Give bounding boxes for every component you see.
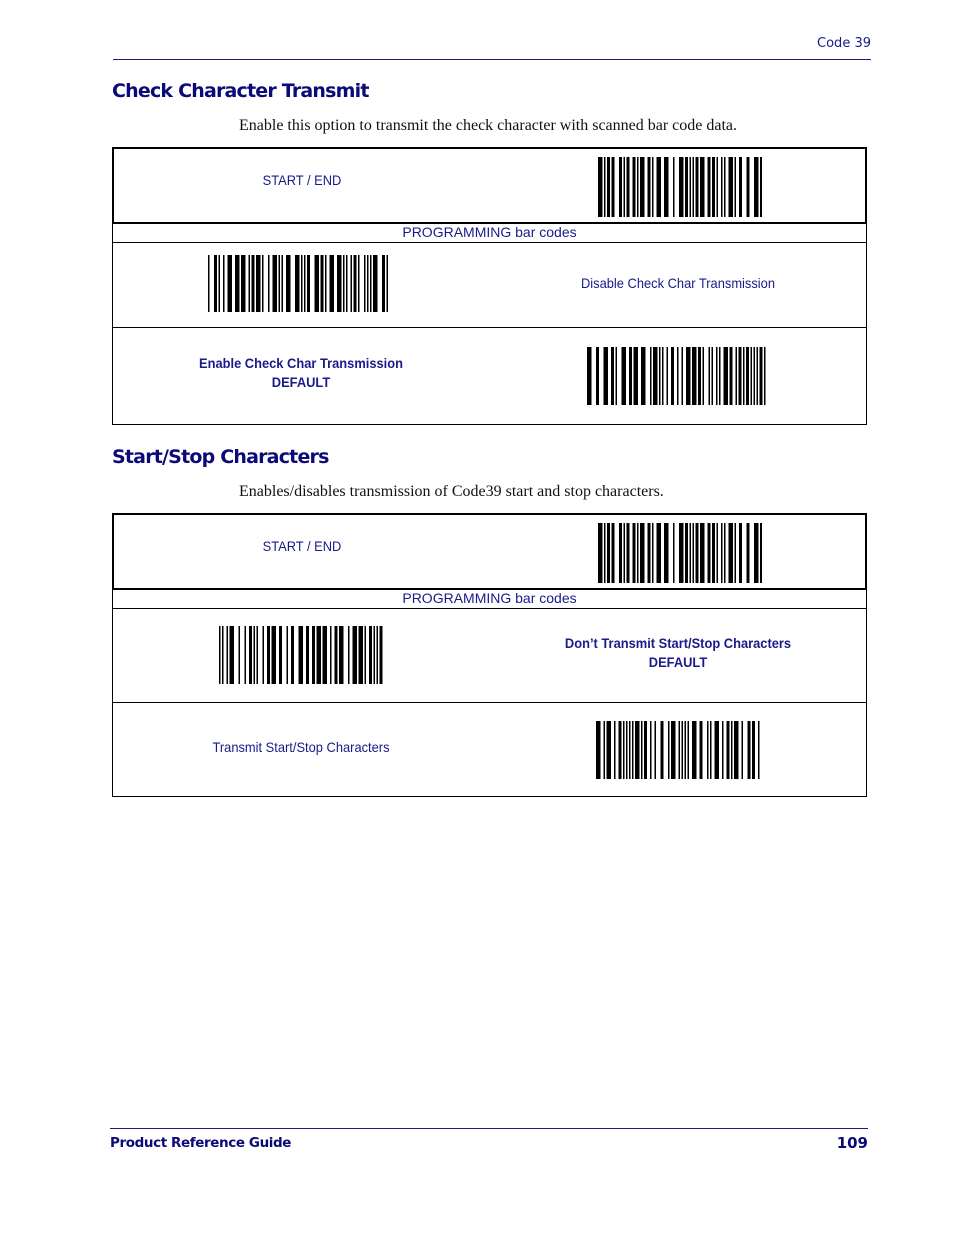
barcode-bar (657, 523, 662, 583)
barcode-bar (688, 721, 690, 779)
barcode-bar (633, 523, 636, 583)
option-row-disable-check-char (112, 243, 867, 328)
barcode-bar (223, 255, 225, 312)
barcode-bar (685, 523, 688, 583)
barcode-bar (619, 523, 622, 583)
barcode-bar (346, 255, 348, 312)
barcode-bar (607, 157, 610, 217)
barcode-bar (629, 347, 632, 405)
barcode-bar (727, 721, 730, 779)
transmit-start-stop-barcode[interactable] (596, 721, 760, 779)
barcode-bar (317, 626, 322, 684)
barcode-bar (729, 157, 734, 217)
barcode-bar (369, 626, 372, 684)
barcode-bar (611, 347, 614, 405)
barcode-bar (664, 157, 669, 217)
barcode-bar (273, 255, 278, 312)
barcode-bar (692, 721, 697, 779)
barcode-bar (760, 523, 762, 583)
barcode-bar (707, 721, 709, 779)
barcode-table-check-character (112, 147, 867, 425)
option-row-dont-transmit-start-stop (112, 608, 867, 703)
barcode-bar (263, 626, 265, 684)
barcode-bar (644, 721, 647, 779)
barcode-bar (724, 157, 726, 217)
section-description-check-character: Enable this option to transmit the check character with scanned bar code data. (239, 117, 738, 134)
barcode-bar (587, 347, 592, 405)
barcode-bar (377, 626, 379, 684)
barcode-bar (254, 626, 256, 684)
start-end-box (112, 513, 867, 590)
barcode-bar (619, 157, 622, 217)
barcode-bar (282, 255, 284, 312)
barcode-bar (604, 347, 609, 405)
barcode-bar (648, 523, 651, 583)
barcode-bar (616, 347, 618, 405)
barcode-bar (667, 347, 669, 405)
section-title-check-character: Check Character Transmit (112, 80, 369, 102)
footer-guide-title: Product Reference Guide (110, 1135, 292, 1151)
page-number: 109 (836, 1134, 868, 1152)
barcode-bar (690, 523, 692, 583)
barcode-bar (648, 157, 651, 217)
barcode-bar (696, 523, 699, 583)
barcode-bar (710, 721, 712, 779)
barcode-bar (754, 157, 759, 217)
barcode-bar (598, 157, 603, 217)
barcode-bar (664, 523, 669, 583)
barcode-bar (330, 626, 332, 684)
barcode-bar (729, 523, 734, 583)
barcode-bar (712, 523, 715, 583)
barcode-bar (607, 721, 612, 779)
running-header-section: Code 39 (817, 36, 871, 51)
barcode-bar (337, 255, 342, 312)
barcode-bar (267, 626, 270, 684)
barcode-bar (348, 626, 350, 684)
barcode-bar (299, 626, 304, 684)
barcode-bar (754, 523, 759, 583)
barcode-bar (640, 157, 645, 217)
barcode-bar (709, 347, 711, 405)
barcode-bar (272, 626, 277, 684)
barcode-bar (652, 523, 654, 583)
barcode-bar (622, 347, 627, 405)
barcode-bar (286, 255, 291, 312)
barcode-bar (353, 626, 358, 684)
barcode-bar (257, 626, 259, 684)
barcode-bar (652, 157, 654, 217)
barcode-bar (708, 157, 711, 217)
header-rule (113, 59, 871, 60)
barcode-bar (671, 721, 676, 779)
barcode-bar (655, 721, 657, 779)
barcode-bar (712, 347, 714, 405)
barcode-bar (627, 157, 630, 217)
barcode-bar (764, 347, 766, 405)
barcode-bar (214, 255, 217, 312)
start-end-barcode[interactable] (598, 157, 762, 217)
barcode-bar (596, 347, 599, 405)
barcode-bar (661, 721, 664, 779)
barcode-bar (343, 255, 345, 312)
barcode-bar (241, 255, 246, 312)
barcode-bar (693, 157, 695, 217)
barcode-bar (758, 721, 760, 779)
barcode-bar (692, 347, 697, 405)
barcode-bar (239, 626, 241, 684)
barcode-bar (619, 721, 622, 779)
barcode-bar (746, 347, 749, 405)
barcode-bar (614, 721, 616, 779)
barcode-bar (315, 255, 320, 312)
barcode-bar (696, 157, 699, 217)
barcode-bar (693, 523, 695, 583)
barcode-bar (748, 721, 751, 779)
barcode-bar (731, 721, 733, 779)
barcode-bar (228, 255, 233, 312)
barcode-bar (382, 255, 385, 312)
barcode-bar (219, 626, 221, 684)
barcode-bar (262, 255, 264, 312)
barcode-bar (685, 721, 687, 779)
disable-check-char-label: Disable Check Char Transmission (580, 275, 775, 291)
enable-check-char-barcode[interactable] (587, 347, 767, 405)
barcode-bar (596, 721, 601, 779)
barcode-bar (632, 721, 634, 779)
barcode-bar (739, 347, 742, 405)
barcode-bar (312, 626, 315, 684)
barcode-bar (245, 626, 247, 684)
barcode-bar (685, 157, 688, 217)
barcode-bar (679, 721, 681, 779)
barcode-bar (743, 347, 745, 405)
barcode-bar (387, 255, 389, 312)
barcode-bar (690, 157, 692, 217)
disable-check-char-barcode[interactable] (208, 255, 388, 312)
barcode-bar (700, 523, 705, 583)
default-badge: DEFAULT (648, 654, 708, 670)
barcode-bar (604, 721, 606, 779)
barcode-bar (760, 157, 762, 217)
enable-check-char-label: Enable Check Char Transmission (198, 355, 404, 371)
barcode-bar (641, 721, 643, 779)
barcode-bar (230, 626, 235, 684)
barcode-bar (650, 721, 652, 779)
barcode-bar (730, 347, 733, 405)
barcode-bar (604, 523, 606, 583)
barcode-bar (295, 255, 300, 312)
dont-transmit-start-stop-barcode[interactable] (219, 626, 384, 684)
barcode-bar (235, 255, 240, 312)
barcode-bar (624, 523, 626, 583)
barcode-bar (754, 347, 756, 405)
barcode-bar (673, 157, 675, 217)
footer-rule (110, 1128, 868, 1129)
barcode-bar (717, 157, 719, 217)
barcode-bar (306, 626, 309, 684)
barcode-bar (739, 523, 742, 583)
barcode-bar (359, 626, 364, 684)
barcode-bar (598, 523, 603, 583)
barcode-bar (722, 721, 724, 779)
barcode-bar (734, 721, 739, 779)
barcode-bar (365, 626, 367, 684)
barcode-bar (321, 255, 324, 312)
barcode-bar (325, 255, 327, 312)
barcode-bar (700, 157, 705, 217)
barcode-bar (287, 626, 289, 684)
barcode-bar (268, 255, 270, 312)
barcode-bar (335, 626, 338, 684)
barcode-bar (373, 255, 378, 312)
barcode-bar (662, 347, 664, 405)
programming-label: PROGRAMMING bar codes (112, 224, 867, 243)
start-end-barcode[interactable] (598, 523, 762, 583)
barcode-bar (227, 626, 229, 684)
barcode-bar (742, 721, 744, 779)
barcode-table-start-stop (112, 513, 867, 797)
barcode-bar (724, 523, 726, 583)
barcode-bar (679, 523, 684, 583)
barcode-bar (739, 157, 742, 217)
default-badge: DEFAULT (271, 374, 331, 390)
barcode-bar (715, 721, 720, 779)
programming-label: PROGRAMMING bar codes (112, 590, 867, 609)
barcode-bar (717, 523, 719, 583)
barcode-bar (735, 157, 737, 217)
barcode-bar (634, 347, 639, 405)
barcode-bar (677, 347, 679, 405)
barcode-bar (626, 721, 628, 779)
barcode-bar (249, 626, 252, 684)
dont-transmit-start-stop-label: Don’t Transmit Start/Stop Characters (564, 635, 792, 651)
barcode-bar (629, 721, 631, 779)
barcode-bar (367, 255, 369, 312)
barcode-bar (747, 157, 750, 217)
barcode-bar (668, 721, 670, 779)
start-end-label: START / END (262, 172, 342, 188)
barcode-bar (703, 347, 705, 405)
barcode-bar (323, 626, 328, 684)
barcode-bar (752, 721, 755, 779)
barcode-bar (208, 255, 210, 312)
barcode-bar (633, 157, 636, 217)
barcode-bar (252, 255, 255, 312)
barcode-bar (700, 721, 703, 779)
barcode-bar (637, 157, 639, 217)
barcode-bar (291, 626, 294, 684)
barcode-bar (249, 255, 251, 312)
barcode-bar (279, 255, 281, 312)
barcode-bar (612, 523, 615, 583)
barcode-bar (627, 523, 630, 583)
barcode-bar (380, 626, 383, 684)
barcode-bar (624, 157, 626, 217)
barcode-bar (637, 523, 639, 583)
barcode-bar (682, 347, 684, 405)
barcode-bar (673, 523, 675, 583)
barcode-bar (301, 255, 303, 312)
barcode-bar (657, 157, 662, 217)
option-row-enable-check-char (112, 328, 867, 425)
barcode-bar (307, 255, 310, 312)
barcode-bar (751, 347, 753, 405)
barcode-bar (721, 157, 723, 217)
barcode-bar (760, 347, 763, 405)
barcode-bar (698, 347, 701, 405)
transmit-start-stop-label: Transmit Start/Stop Characters (212, 739, 390, 755)
barcode-bar (354, 255, 357, 312)
barcode-bar (682, 721, 684, 779)
barcode-bar (736, 347, 738, 405)
barcode-bar (671, 347, 674, 405)
barcode-bar (370, 255, 372, 312)
barcode-bar (279, 626, 282, 684)
barcode-bar (679, 157, 684, 217)
barcode-bar (640, 523, 645, 583)
barcode-bar (623, 721, 625, 779)
barcode-bar (351, 255, 353, 312)
start-end-box (112, 147, 867, 224)
barcode-bar (719, 347, 721, 405)
barcode-bar (735, 523, 737, 583)
barcode-bar (712, 157, 715, 217)
barcode-bar (339, 626, 344, 684)
barcode-bar (721, 523, 723, 583)
barcode-bar (635, 721, 640, 779)
barcode-bar (757, 347, 759, 405)
barcode-bar (708, 523, 711, 583)
barcode-bar (716, 347, 718, 405)
barcode-bar (607, 523, 610, 583)
barcode-bar (222, 626, 224, 684)
barcode-bar (659, 347, 661, 405)
barcode-bar (686, 347, 691, 405)
barcode-bar (604, 157, 606, 217)
barcode-bar (219, 255, 221, 312)
section-title-start-stop: Start/Stop Characters (112, 446, 329, 468)
barcode-bar (330, 255, 335, 312)
barcode-bar (358, 255, 360, 312)
option-row-transmit-start-stop (112, 703, 867, 797)
barcode-bar (650, 347, 652, 405)
barcode-bar (364, 255, 366, 312)
barcode-bar (747, 523, 750, 583)
barcode-bar (256, 255, 261, 312)
barcode-bar (304, 255, 306, 312)
start-end-label: START / END (262, 538, 342, 554)
barcode-bar (374, 626, 376, 684)
barcode-bar (641, 347, 646, 405)
section-description-start-stop: Enables/disables transmission of Code39 start and stop characters. (239, 483, 664, 500)
barcode-bar (612, 157, 615, 217)
barcode-bar (653, 347, 658, 405)
barcode-bar (724, 347, 729, 405)
